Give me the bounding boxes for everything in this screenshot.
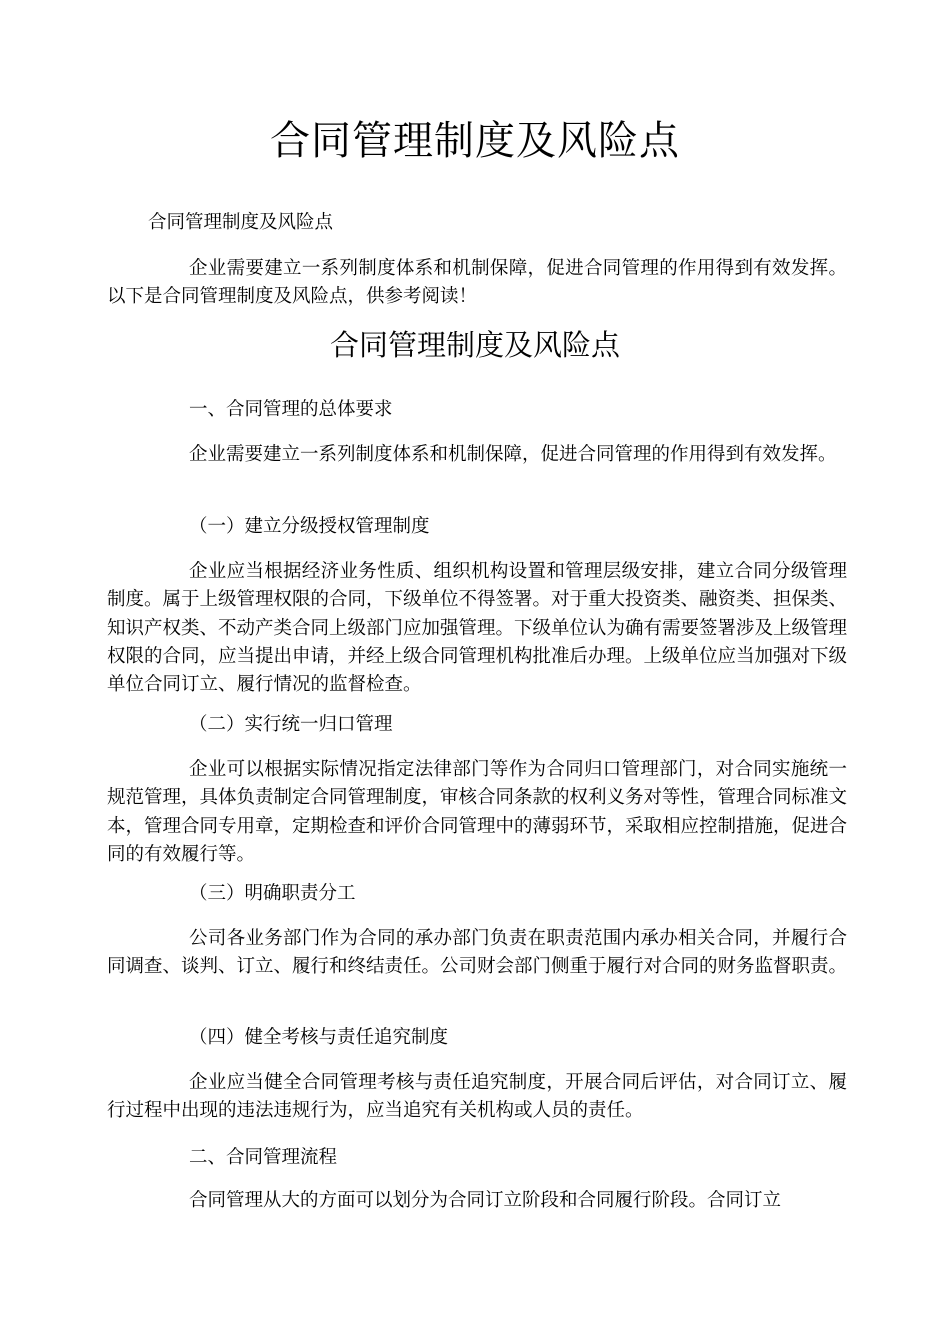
section-paragraph-1: 企业需要建立一系列制度体系和机制保障，促进合同管理的作用得到有效发挥。 [189,444,837,465]
document-subtitle: 合同管理制度及风险点 [329,328,620,362]
section-heading-1: 一、合同管理的总体要求 [189,399,393,420]
section-paragraph-6: 合同管理从大的方面可以划分为合同订立阶段和合同履行阶段。合同订立 [189,1190,782,1211]
section-heading-3: （二）实行统一归口管理 [189,714,393,735]
section-paragraph-3: 企业可以根据实际情况指定法律部门等作为合同归口管理部门，对合同实施统一规范管理，具体负责制定合同管理制度，审核合同条款的权利义务对等性，管理合同标准文本，管理合同专用章，定期检查和评价合同管理中的薄弱环节，采取相应控制措施，促进合同的有效履行等。 [107,759,848,865]
section-heading-5: （四）健全考核与责任追究制度 [189,1027,449,1048]
section-heading-4: （三）明确职责分工 [189,883,356,904]
intro-label: 合同管理制度及风险点 [148,212,334,233]
section-paragraph-4: 公司各业务部门作为合同的承办部门负责在职责范围内承办相关合同，并履行合同调查、谈判、订立、履行和终结责任。公司财会部门侧重于履行对合同的财务监督职责。 [107,928,848,978]
intro-paragraph: 企业需要建立一系列制度体系和机制保障，促进合同管理的作用得到有效发挥。以下是合同管理制度及风险点，供参考阅读！ [107,258,847,308]
section-paragraph-5: 企业应当健全合同管理考核与责任追究制度，开展合同后评估，对合同订立、履行过程中出现的违法违规行为，应当追究有关机构或人员的责任。 [107,1072,847,1122]
document-title: 合同管理制度及风险点 [270,118,680,164]
section-heading-2: （一）建立分级授权管理制度 [189,516,430,537]
section-heading-6: 二、合同管理流程 [189,1147,338,1168]
section-paragraph-2: 企业应当根据经济业务性质、组织机构设置和管理层级安排，建立合同分级管理制度。属于上级管理权限的合同，下级单位不得签署。对于重大投资类、融资类、担保类、知识产权类、不动产类合同上级部门应加强管理。下级单位认为确有需要签署涉及上级管理权限的合同，应当提出申请，并经上级合同管理机构批准后办理。上级单位应当加强对下级单位合同订立、履行情况的监督检查。 [107,561,848,696]
